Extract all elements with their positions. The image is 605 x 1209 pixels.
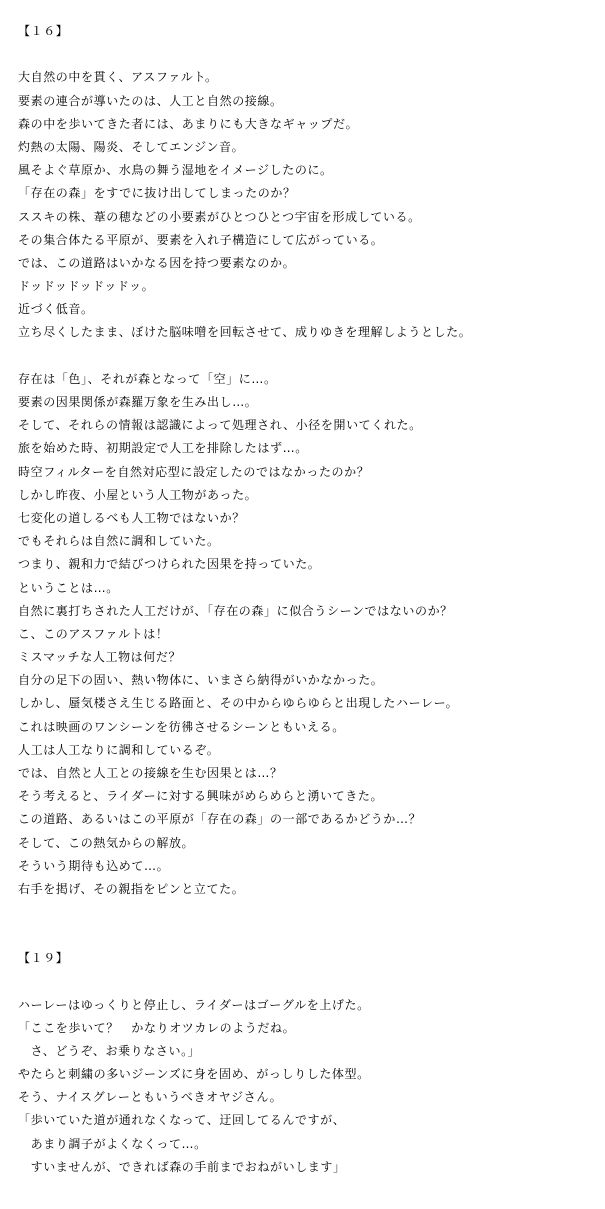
section-heading: 【１９】 [18,951,69,966]
section-2 [18,947,598,1179]
text-line: さ、どうぞ、お乗りなさい。」 [18,1043,201,1058]
text-line: では、この道路はいかなる因を持つ要素なのか。 [18,255,296,270]
text-line: 時空フィルターを自然対応型に設定したのではなかったのか？ [18,464,370,479]
section-heading: 【１６】 [18,24,69,38]
text-line: 人工は人工なりに調和しているぞ。 [18,742,220,757]
text-line: 右手を掲げ、その親指をピンと立てた。 [18,881,245,896]
text-line: そう考えると、ライダーに対する興味がめらめらと湧いてきた。 [18,789,384,804]
blank-line [18,345,598,368]
text-line: 七変化の道しるべも人工物ではないか？ [18,510,245,525]
text-line: 風そよぐ草原か、水鳥の舞う湿地をイメージしたのに。 [18,163,333,178]
text-line: ハーレーはゆっくりと停止し、ライダーはゴーグルを上げた。 [18,997,370,1012]
text-line: しかし昨夜、小屋という人工物があった。 [18,487,258,502]
text-line: 要素の連合が導いたのは、人工と自然の接線。 [18,93,283,108]
text-line: 近づく低音。 [18,302,94,317]
text-line: 灼熱の太陽、陽炎、そしてエンジン音。 [18,139,245,154]
text-line: その集合体たる平原が、要素を入れ子構造にして広がっている。 [18,232,384,247]
text-line: そういう期待も込めて…。 [18,858,170,873]
text-line: この道路、あるいはこの平原が「存在の森」の一部であるかどうか…？ [18,812,422,827]
text-line: つまり、親和力で結びつけられた因果を持っていた。 [18,557,321,572]
text-line: そして、この熱気からの解放。 [18,835,195,850]
text-line: 「歩いていた道が通れなくなって、迂回してるんですが、 [18,1113,346,1128]
text-line: やたらと刺繍の多いジーンズに身を固め、がっしりした体型。 [18,1067,370,1082]
text-line: 自然に裏打ちされた人工だけが、「存在の森」に似合うシーンではないのか？ [18,603,453,618]
text-line: これは映画のワンシーンを彷彿させるシーンともいえる。 [18,719,345,734]
text-line: 森の中を歩いてきた者には、あまりにも大きなギャップだ。 [18,116,359,131]
text-line: しかし、蜃気楼さえ生じる路面と、その中からゆらゆらと出現したハーレー。 [18,696,459,711]
document-body [18,20,598,1179]
text-line: 「存在の森」をすでに抜け出してしまったのか？ [18,186,296,201]
text-line: ドッドッドッドッドッ。 [18,279,155,294]
text-line: あまり調子がよくなくって…。 [18,1136,207,1151]
text-line: では、自然と人工との接線を生む因果とは…？ [18,766,283,780]
blank-line [18,43,598,66]
blank-line [18,970,598,993]
text-line: すいませんが、できれば森の手前までおねがいします」 [18,1159,346,1174]
text-line: ススキの株、葦の穂などの小要素がひとつひとつ宇宙を形成している。 [18,209,421,224]
text-line: 「ここを歩いて？ かなりオツカレのようだね。 [18,1020,296,1035]
text-line: こ、このアスファルトは！ [18,626,169,641]
text-line: 立ち尽くしたまま、ぼけた脳味噌を回転させて、成りゆきを理解しようとした。 [18,325,472,340]
paragraph [18,66,598,344]
text-line: でもそれらは自然に調和していた。 [18,534,220,549]
text-line: 存在は「色」、それが森となって「空」に…。 [18,371,277,386]
paragraph [18,368,598,901]
section-1 [18,20,598,901]
paragraph [18,994,598,1180]
text-line: そして、それらの情報は認識によって処理され、小径を開いてくれた。 [18,418,422,433]
text-line: 大自然の中を貫く、アスファルト。 [18,70,218,85]
text-line: ということは…。 [18,580,119,595]
text-line: そう、ナイスグレーともいうべきオヤジさん。 [18,1090,283,1105]
text-line: 旅を始めた時、初期設定で人工を排除したはず…。 [18,441,308,456]
text-line: 要素の因果関係が森羅万象を生み出し…。 [18,395,258,409]
section-spacer [18,901,598,947]
text-line: 自分の足下の固い、熱い物体に、いまさら納得がいかなかった。 [18,673,384,688]
text-line: ミスマッチな人工物は何だ？ [18,650,182,665]
